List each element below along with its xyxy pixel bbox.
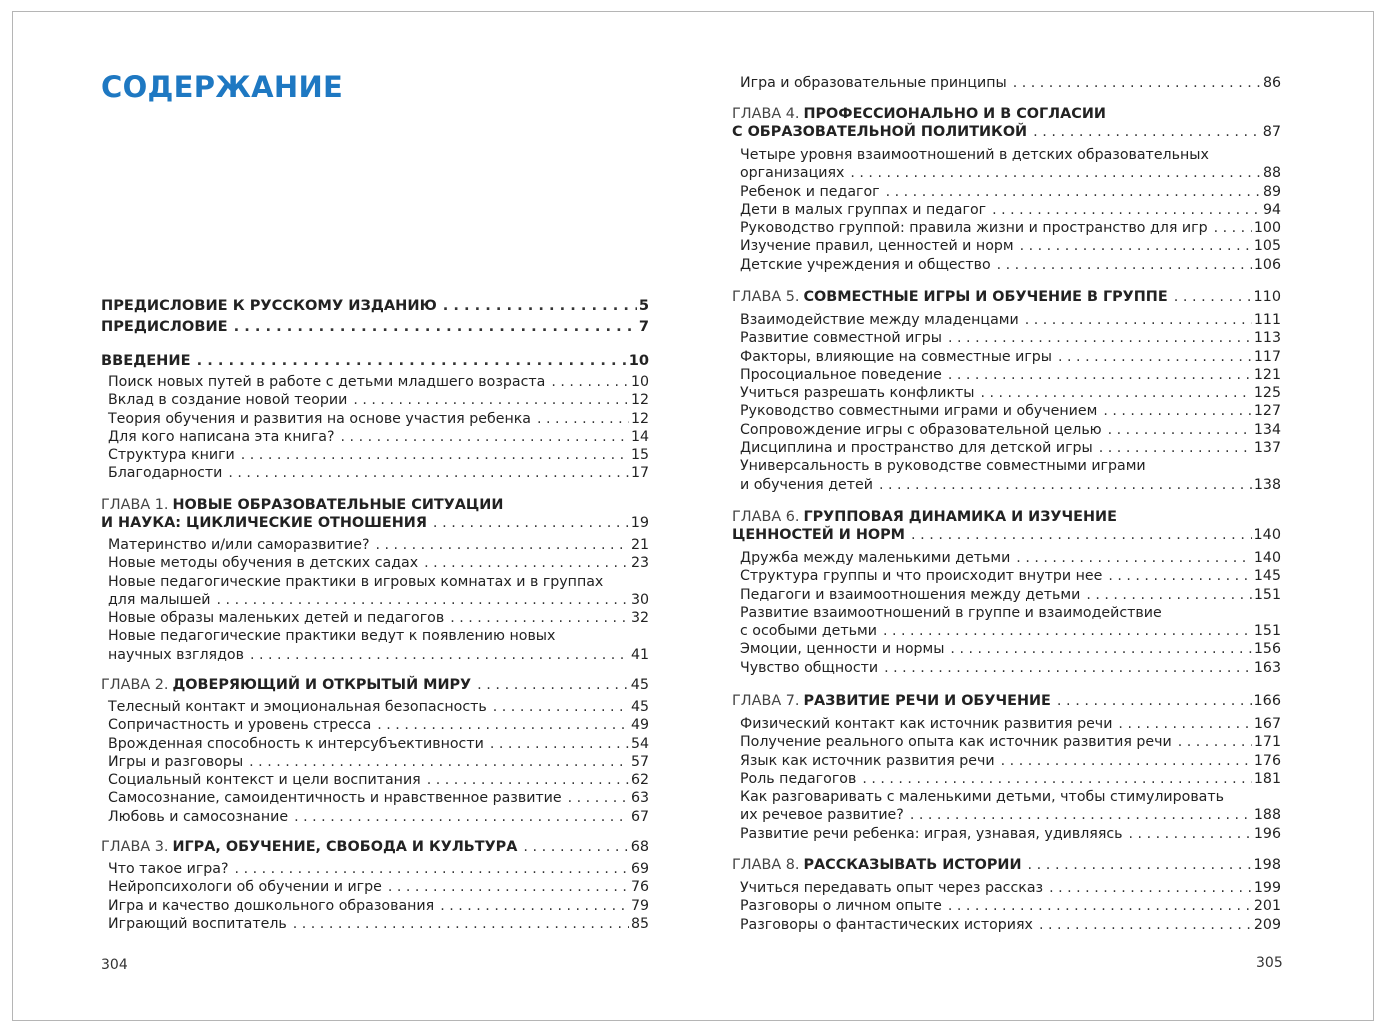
toc-intro — [101, 350, 649, 483]
toc-subentry[interactable]: Педагоги и взаимоотношения между детьми . . . 151 — [740, 586, 1281, 604]
toc-chapter-4 — [732, 105, 1281, 274]
toc-subentry[interactable]: научных взглядов . . . 41 — [101, 646, 649, 664]
toc-subentry[interactable]: Изучение правил, ценностей и норм . . . 105 — [740, 237, 1281, 255]
toc-chapter-7 — [732, 692, 1281, 843]
page-number-left: 304 — [101, 957, 128, 973]
chapter-heading-line[interactable]: ГЛАВА 4. ПРОФЕССИОНАЛЬНО И В СОГЛАСИИ — [732, 106, 1106, 122]
toc-subentry[interactable]: Сопровождение игры с образовательной целью . . . 134 — [740, 421, 1281, 439]
toc-subentry[interactable]: организациях . . . 88 — [740, 164, 1281, 182]
toc-entry-foreword-russian[interactable]: ПРЕДИСЛОВИЕ К РУССКОМУ ИЗДАНИЮ . . . 5 — [101, 295, 649, 316]
toc-chapter-2 — [101, 676, 649, 826]
toc-entry-chapter-4[interactable]: С ОБРАЗОВАТЕЛЬНОЙ ПОЛИТИКОЙ . . . 87 — [732, 123, 1281, 141]
chapter-heading-line[interactable]: ГЛАВА 1. НОВЫЕ ОБРАЗОВАТЕЛЬНЫЕ СИТУАЦИИ — [101, 497, 504, 513]
toc-subentry[interactable]: для малышей . . . 30 — [101, 591, 649, 609]
toc-chapter-8 — [732, 856, 1281, 934]
toc-subentry[interactable]: Что такое игра? . . . 69 — [101, 860, 649, 878]
toc-subentry[interactable]: Получение реального опыта как источник развития речи . . . 171 — [740, 733, 1281, 751]
toc-subentry[interactable]: Учиться передавать опыт через рассказ . . . 199 — [740, 879, 1281, 897]
toc-entry-chapter-7[interactable]: ГЛАВА 7. РАЗВИТИЕ РЕЧИ И ОБУЧЕНИЕ . . . 166 — [732, 692, 1281, 710]
toc-subentry[interactable]: Ребенок и педагог . . . 89 — [740, 183, 1281, 201]
toc-entry-foreword[interactable]: ПРЕДИСЛОВИЕ . . . 7 — [101, 316, 649, 337]
toc-subentry[interactable]: Самосознание, самоидентичность и нравственное развитие . . . 63 — [101, 789, 649, 807]
toc-subentry[interactable]: Взаимодействие между младенцами . . . 111 — [740, 311, 1281, 329]
toc-subentry[interactable]: Для кого написана эта книга? . . . 14 — [101, 428, 649, 446]
toc-subentry[interactable]: Разговоры о фантастических историях . . . 209 — [740, 916, 1281, 934]
toc-subentry[interactable]: Учиться разрешать конфликты . . . 125 — [740, 384, 1281, 402]
toc-chapter-3-continued — [740, 74, 1281, 92]
toc-subentry[interactable]: Просоциальное поведение . . . 121 — [740, 366, 1281, 384]
toc-subentry[interactable]: Материнство и/или саморазвитие? . . . 21 — [101, 536, 649, 554]
toc-subentry-line: Как разговаривать с маленькими детьми, чтобы стимулировать — [740, 789, 1224, 806]
toc-chapter-1 — [101, 496, 649, 664]
toc-subentry-line: Развитие взаимоотношений в группе и взаимодействие — [740, 604, 1162, 621]
toc-chapter-5 — [732, 288, 1281, 494]
toc-entry-chapter-6[interactable]: ЦЕННОСТЕЙ И НОРМ . . . 140 — [732, 526, 1281, 544]
toc-subentry[interactable]: Развитие речи ребенка: играя, узнавая, удивляясь . . . 196 — [740, 825, 1281, 843]
toc-subentry[interactable]: Руководство группой: правила жизни и пространство для игр . . . 100 — [740, 219, 1281, 237]
toc-subentry[interactable]: Физический контакт как источник развития речи . . . 167 — [740, 715, 1281, 733]
toc-subentry[interactable]: Язык как источник развития речи . . . 176 — [740, 752, 1281, 770]
toc-entry-chapter-1[interactable]: И НАУКА: ЦИКЛИЧЕСКИЕ ОТНОШЕНИЯ . . . 19 — [101, 514, 649, 532]
toc-entry-chapter-2[interactable]: ГЛАВА 2. ДОВЕРЯЮЩИЙ И ОТКРЫТЫЙ МИРУ . . . 45 — [101, 676, 649, 694]
toc-entry-chapter-3[interactable]: ГЛАВА 3. ИГРА, ОБУЧЕНИЕ, СВОБОДА И КУЛЬТУРА . . . 68 — [101, 838, 649, 856]
toc-subentry[interactable]: Развитие совместной игры . . . 113 — [740, 329, 1281, 347]
toc-subentry[interactable]: и обучения детей . . . 138 — [740, 476, 1281, 494]
toc-subentry[interactable]: Дисциплина и пространство для детской игры . . . 137 — [740, 439, 1281, 457]
toc-subentry[interactable]: Игра и образовательные принципы . . . 86 — [740, 74, 1281, 92]
toc-subentry[interactable]: с особыми детьми . . . 151 — [740, 622, 1281, 640]
toc-subentry[interactable]: Сопричастность и уровень стресса . . . 49 — [101, 716, 649, 734]
toc-subentry[interactable]: Разговоры о личном опыте . . . 201 — [740, 897, 1281, 915]
toc-subentry[interactable]: Поиск новых путей в работе с детьми младшего возраста . . . 10 — [101, 373, 649, 391]
page-title: СОДЕРЖАНИЕ — [101, 70, 344, 104]
page-number-right: 305 — [1256, 955, 1283, 971]
toc-subentry[interactable]: Структура группы и что происходит внутри нее . . . 145 — [740, 567, 1281, 585]
toc-subentry[interactable]: Вклад в создание новой теории . . . 12 — [101, 391, 649, 409]
toc-subentry[interactable]: Телесный контакт и эмоциональная безопасность . . . 45 — [101, 698, 649, 716]
toc-subentry[interactable]: Новые методы обучения в детских садах . . . 23 — [101, 554, 649, 572]
front-matter — [101, 295, 649, 337]
toc-subentry[interactable]: Социальный контекст и цели воспитания . . . 62 — [101, 771, 649, 789]
toc-subentry[interactable]: Дети в малых группах и педагог . . . 94 — [740, 201, 1281, 219]
toc-chapter-6 — [732, 508, 1281, 677]
toc-subentry[interactable]: Чувство общности . . . 163 — [740, 659, 1281, 677]
toc-subentry-line: Четыре уровня взаимоотношений в детских образовательных — [740, 147, 1209, 163]
toc-entry-chapter-8[interactable]: ГЛАВА 8. РАССКАЗЫВАТЬ ИСТОРИИ . . . 198 — [732, 856, 1281, 874]
toc-subentry[interactable]: Игры и разговоры . . . 57 — [101, 753, 649, 771]
toc-subentry[interactable]: Факторы, влияющие на совместные игры . . . 117 — [740, 348, 1281, 366]
toc-subentry-line: Новые педагогические практики ведут к появлению новых — [108, 628, 556, 645]
toc-subentry[interactable]: Благодарности . . . 17 — [101, 464, 649, 482]
toc-subentry[interactable]: Любовь и самосознание . . . 67 — [101, 808, 649, 826]
toc-subentry[interactable]: Игра и качество дошкольного образования . . . 79 — [101, 897, 649, 915]
toc-entry-chapter-5[interactable]: ГЛАВА 5. СОВМЕСТНЫЕ ИГРЫ И ОБУЧЕНИЕ В ГРУППЕ . . . 110 — [732, 288, 1281, 306]
toc-entry-intro[interactable]: ВВЕДЕНИЕ . . . 10 — [101, 350, 649, 371]
toc-subentry[interactable]: Играющий воспитатель . . . 85 — [101, 915, 649, 933]
toc-subentry[interactable]: Эмоции, ценности и нормы . . . 156 — [740, 640, 1281, 658]
toc-subentry[interactable]: Структура книги . . . 15 — [101, 446, 649, 464]
toc-subentry[interactable]: Дружба между маленькими детьми . . . 140 — [740, 549, 1281, 567]
toc-subentry[interactable]: Нейропсихологи об обучении и игре . . . 76 — [101, 878, 649, 896]
toc-subentry-line: Новые педагогические практики в игровых комнатах и в группах — [108, 573, 604, 590]
toc-subentry[interactable]: Руководство совместными играми и обучением . . . 127 — [740, 402, 1281, 420]
toc-chapter-3 — [101, 838, 649, 933]
toc-subentry[interactable]: Роль педагогов . . . 181 — [740, 770, 1281, 788]
toc-subentry[interactable]: Новые образы маленьких детей и педагогов . . . 32 — [101, 609, 649, 627]
chapter-heading-line[interactable]: ГЛАВА 6. ГРУППОВАЯ ДИНАМИКА И ИЗУЧЕНИЕ — [732, 509, 1117, 525]
toc-subentry[interactable]: их речевое развитие? . . . 188 — [740, 806, 1281, 824]
toc-subentry[interactable]: Детские учреждения и общество . . . 106 — [740, 256, 1281, 274]
toc-subentry[interactable]: Врожденная способность к интерсубъективности . . . 54 — [101, 735, 649, 753]
toc-subentry-line: Универсальность в руководстве совместными играми — [740, 458, 1146, 475]
toc-subentry[interactable]: Теория обучения и развития на основе участия ребенка . . . 12 — [101, 410, 649, 428]
